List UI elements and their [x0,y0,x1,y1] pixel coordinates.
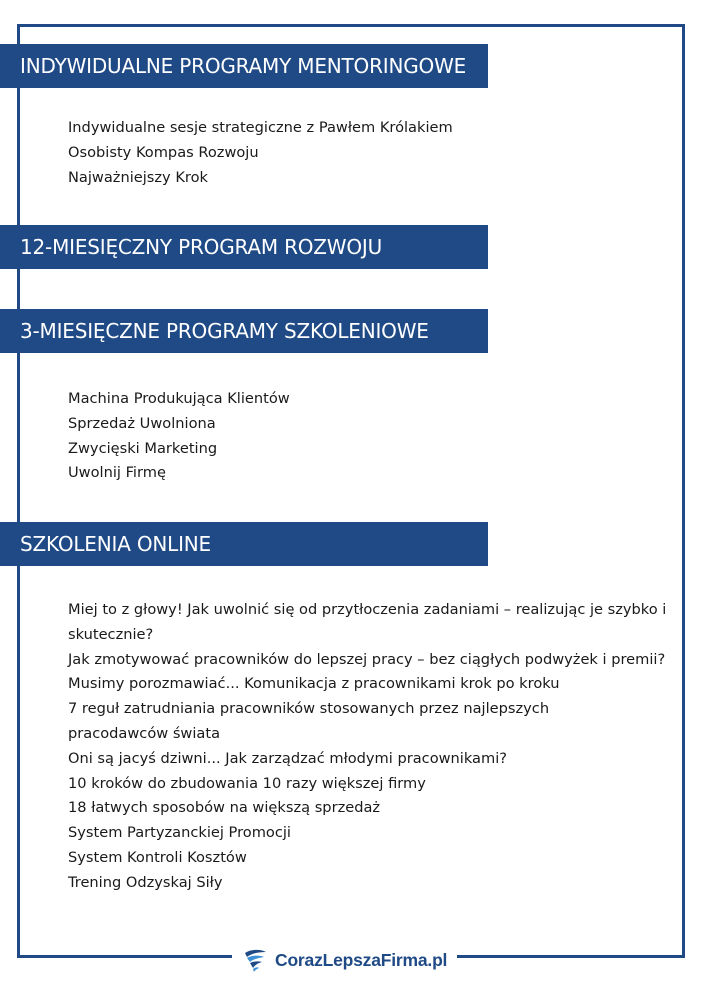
list-item: 18 łatwych sposobów na większą sprzedaż [68,799,381,817]
training-programs-list [68,387,290,486]
list-item: Trening Odzyskaj Siły [68,873,223,891]
section-title-mentoring: INDYWIDUALNE PROGRAMY MENTORINGOWE [0,44,488,88]
footer-brand-text[interactable]: CorazLepszaFirma.pl [275,949,448,970]
list-item: Osobisty Kompas Rozwoju [68,143,259,161]
footer-brand [232,945,457,975]
list-item: Uwolnij Firmę [68,464,166,482]
list-item: Musimy porozmawiać... Komunikacja z pracownikami krok po kroku [68,675,560,693]
list-item: Zwycięski Marketing [68,439,218,457]
list-item: 10 kroków do zbudowania 10 razy większej firmy [68,774,426,792]
list-item: System Partyzanckiej Promocji [68,824,291,842]
list-item: Jak zmotywować pracowników do lepszej pracy – bez ciągłych podwyżek i premii? [68,650,666,668]
section-title-3-month-programs: 3-MIESIĘCZNE PROGRAMY SZKOLENIOWE [0,309,488,353]
section-title-12-month-program: 12-MIESIĘCZNY PROGRAM ROZWOJU [0,225,488,269]
list-item: System Kontroli Kosztów [68,848,247,866]
list-item: Miej to z głowy! Jak uwolnić się od przytłoczenia zadaniami – realizując je szybko i skutecznie? [68,601,667,643]
list-item: Oni są jacyś dziwni... Jak zarządzać młodymi pracownikami? [68,749,508,767]
list-item: Machina Produkująca Klientów [68,390,290,407]
list-item: Indywidualne sesje strategiczne z Pawłem Królakiem [68,119,453,136]
mentoring-list [68,116,453,190]
online-trainings-list [68,598,668,896]
swirl-logo-icon [242,947,268,973]
list-item: 7 reguł zatrudniania pracowników stosowanych przez najlepszych pracodawców świata [68,700,550,742]
list-item: Najważniejszy Krok [68,168,208,186]
list-item: Sprzedaż Uwolniona [68,414,216,432]
section-title-online-trainings: SZKOLENIA ONLINE [0,522,488,566]
